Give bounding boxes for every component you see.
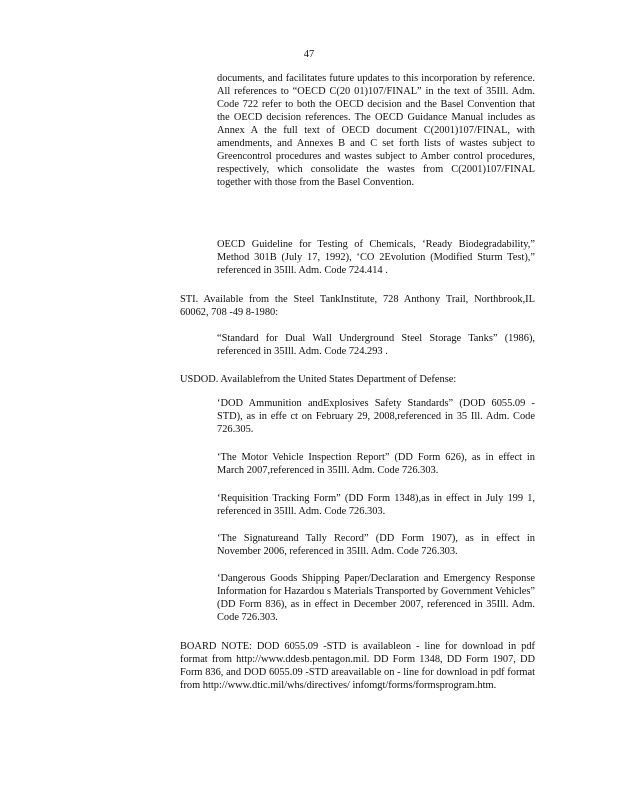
usdod-dangerous-goods-item: ‘Dangerous Goods Shipping Paper/Declaration and Emergency Response Information for Hazardou s Materials Transported by Government Vehicles” (DD Form 836), as in effect in December 2007, referenced in 35Ill. Adm. Code 726.303.: [217, 573, 535, 623]
usdod-requisition-tracking-item: ‘Requisition Tracking Form” (DD Form 1348),as in effect in July 199 1, referenced in 35Ill. Adm. Code 726.303.: [217, 493, 535, 517]
oecd-continuation-paragraph: documents, and facilitates future updates to this incorporation by reference. All references to “OECD C(20 01)107/FINAL” in the text of 35Ill. Adm. Code 722 refer to both the OECD decision and the Basel Convention that the OECD decision references. The OECD Guidance Manual includes as Annex A the full text of OECD document C(2001)107/FINAL, with amendments, and Annexes B and C set forth lists of wastes subject to Greencontrol procedures and wastes subject to Amber control procedures, respectively, which consolidate the wastes from C(2001)107/FINAL together with those from the Basel Convention.: [217, 73, 535, 188]
usdod-heading: USDOD. Availablefrom the United States Department of Defense:: [180, 374, 457, 385]
oecd-guideline-paragraph: OECD Guideline for Testing of Chemicals, ‘Ready Biodegradability,” Method 301B (July 17, 1992), ‘CO 2Evolution (Modified Sturm Test),” referenced in 35Ill. Adm. Code 724.414 .: [217, 239, 535, 276]
board-note: BOARD NOTE: DOD 6055.09 -STD is availableon - line for download in pdf format from http://www.ddesb.pentagon.mil. DD Form 1348, DD Form 1907, DD Form 836, and DOD 6055.09 -STD areavailable on - line for download in pdf format from http://www.dtic.mil/whs/directives/ infomgt/forms/formsprogram.htm.: [180, 641, 535, 691]
usdod-ammunition-standards-item: ‘DOD Ammunition andExplosives Safety Standards” (DOD 6055.09 -STD), as in effe ct on February 29, 2008,referenced in 35 Ill. Adm. Code 726.305.: [217, 398, 535, 435]
sti-standard-item: “Standard for Dual Wall Underground Steel Storage Tanks” (1986), referenced in 35Ill. Adm. Code 724.293 .: [217, 333, 535, 357]
page-number: 47: [303, 49, 315, 60]
usdod-motor-vehicle-report-item: ‘The Motor Vehicle Inspection Report” (DD Form 626), as in effect in March 2007,referenced in 35Ill. Adm. Code 726.303.: [217, 452, 535, 476]
sti-heading: STI. Available from the Steel TankInstitute, 728 Anthony Trail, Northbrook,IL 60062, 708 -49 8-1980:: [180, 294, 535, 318]
usdod-signature-tally-item: ‘The Signatureand Tally Record” (DD Form 1907), as in effect in November 2006, referenced in 35Ill. Adm. Code 726.303.: [217, 533, 535, 557]
